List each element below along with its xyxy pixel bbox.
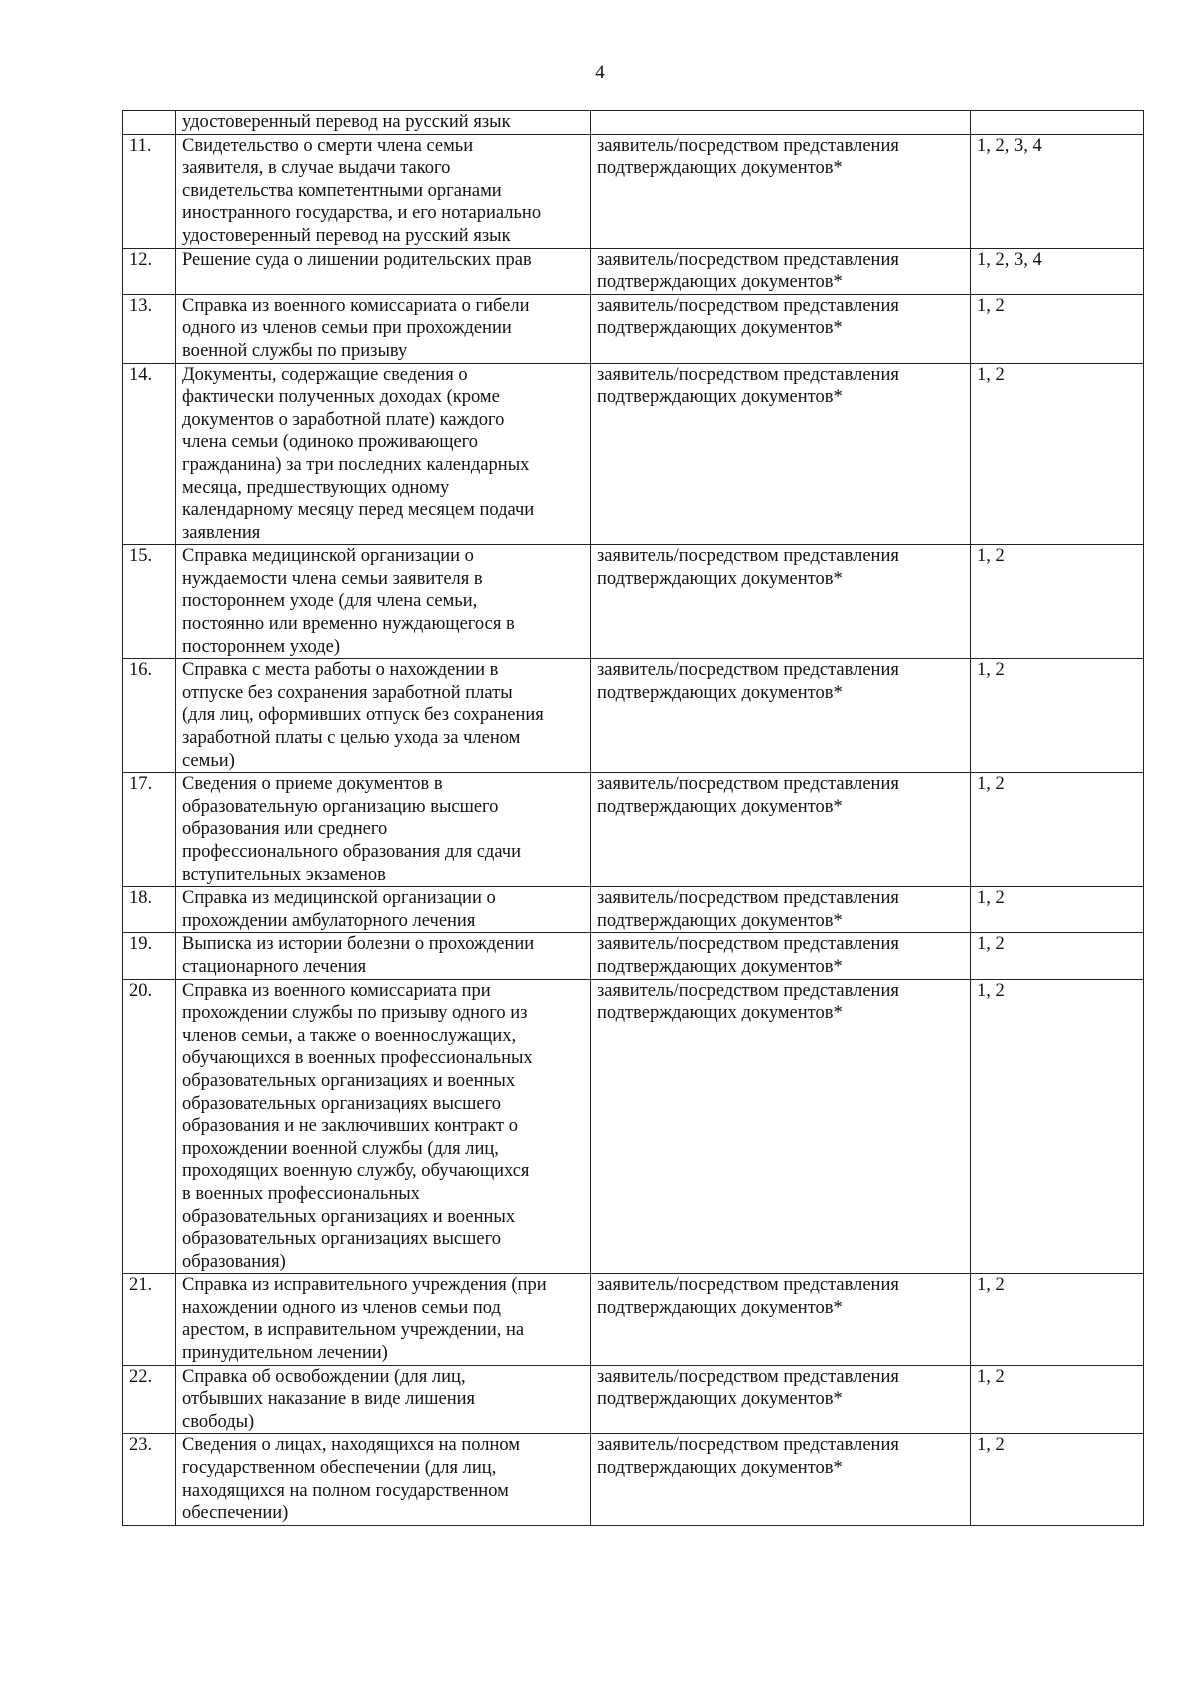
row-number: 13. (123, 294, 176, 363)
table-row (123, 545, 1144, 659)
document-source: заявитель/посредством представления подтверждающих документов* (591, 773, 971, 887)
document-source: заявитель/посредством представления подтверждающих документов* (591, 294, 971, 363)
table-row (123, 979, 1144, 1274)
table-row (123, 773, 1144, 887)
row-number: 19. (123, 933, 176, 979)
document-categories: 1, 2 (971, 1365, 1144, 1434)
document-name: Справка об освобождении (для лиц, отбывших наказание в виде лишения свободы) (176, 1365, 591, 1434)
document-name: Выписка из истории болезни о прохождении стационарного лечения (176, 933, 591, 979)
document-categories: 1, 2 (971, 545, 1144, 659)
row-number: 16. (123, 659, 176, 773)
document-source: заявитель/посредством представления подтверждающих документов* (591, 545, 971, 659)
documents-table (122, 110, 1144, 1526)
table-row (123, 294, 1144, 363)
document-source: заявитель/посредством представления подтверждающих документов* (591, 134, 971, 248)
table-row (123, 1274, 1144, 1365)
document-categories: 1, 2 (971, 773, 1144, 887)
row-number: 18. (123, 887, 176, 933)
row-number: 12. (123, 248, 176, 294)
document-name: Справка медицинской организации о нуждаемости члена семьи заявителя в постороннем уходе (для члена семьи, постоянно или временно нуждающегося в постороннем уходе) (176, 545, 591, 659)
document-name: Справка из исправительного учреждения (при нахождении одного из членов семьи под арестом, в исправительном учреждении, на принудительном лечении) (176, 1274, 591, 1365)
document-categories: 1, 2, 3, 4 (971, 248, 1144, 294)
table-row (123, 933, 1144, 979)
table-row (123, 248, 1144, 294)
row-number: 15. (123, 545, 176, 659)
row-number: 11. (123, 134, 176, 248)
document-source: заявитель/посредством представления подтверждающих документов* (591, 1434, 971, 1525)
document-source: заявитель/посредством представления подтверждающих документов* (591, 659, 971, 773)
document-name: Документы, содержащие сведения о фактически полученных доходах (кроме документов о заработной плате) каждого члена семьи (одиноко проживающего гражданина) за три последних календарных месяца, предшествующих одному календарному месяцу перед месяцем подачи заявления (176, 363, 591, 545)
document-categories: 1, 2 (971, 979, 1144, 1274)
document-name: Справка из военного комиссариата о гибели одного из членов семьи при прохождении военной службы по призыву (176, 294, 591, 363)
row-number: 14. (123, 363, 176, 545)
documents-table-body (123, 111, 1144, 1526)
row-number: 21. (123, 1274, 176, 1365)
table-row (123, 1434, 1144, 1525)
document-name: Свидетельство о смерти члена семьи заявителя, в случае выдачи такого свидетельства компетентными органами иностранного государства, и его нотариально удостоверенный перевод на русский язык (176, 134, 591, 248)
document-categories: 1, 2 (971, 1434, 1144, 1525)
document-categories (971, 111, 1144, 135)
row-number: 20. (123, 979, 176, 1274)
document-categories: 1, 2 (971, 1274, 1144, 1365)
document-source: заявитель/посредством представления подтверждающих документов* (591, 248, 971, 294)
page-number: 4 (595, 62, 605, 83)
document-source: заявитель/посредством представления подтверждающих документов* (591, 1274, 971, 1365)
document-source: заявитель/посредством представления подтверждающих документов* (591, 363, 971, 545)
document-name: Справка из военного комиссариата при прохождении службы по призыву одного из членов семьи, а также о военнослужащих, обучающихся в военных профессиональных образовательных организациях и военных образовательных организациях высшего образования и не заключивших контракт о прохождении военной службы (для лиц, проходящих военную службу, обучающихся в военных профессиональных образовательных организациях и военных образовательных организациях высшего образования) (176, 979, 591, 1274)
document-source (591, 111, 971, 135)
table-row (123, 134, 1144, 248)
row-number: 22. (123, 1365, 176, 1434)
table-row (123, 363, 1144, 545)
document-name: Сведения о лицах, находящихся на полном государственном обеспечении (для лиц, находящихся на полном государственном обеспечении) (176, 1434, 591, 1525)
table-row (123, 111, 1144, 135)
table-row (123, 659, 1144, 773)
row-number: 17. (123, 773, 176, 887)
document-categories: 1, 2 (971, 363, 1144, 545)
document-categories: 1, 2 (971, 659, 1144, 773)
row-number (123, 111, 176, 135)
document-source: заявитель/посредством представления подтверждающих документов* (591, 1365, 971, 1434)
document-source: заявитель/посредством представления подтверждающих документов* (591, 933, 971, 979)
document-source: заявитель/посредством представления подтверждающих документов* (591, 979, 971, 1274)
document-categories: 1, 2, 3, 4 (971, 134, 1144, 248)
document-name: Сведения о приеме документов в образовательную организацию высшего образования или среднего профессионального образования для сдачи вступительных экзаменов (176, 773, 591, 887)
row-number: 23. (123, 1434, 176, 1525)
document-name: Решение суда о лишении родительских прав (176, 248, 591, 294)
document-name: Справка из медицинской организации о прохождении амбулаторного лечения (176, 887, 591, 933)
document-categories: 1, 2 (971, 294, 1144, 363)
document-name: удостоверенный перевод на русский язык (176, 111, 591, 135)
table-row (123, 1365, 1144, 1434)
table-row (123, 887, 1144, 933)
document-categories: 1, 2 (971, 933, 1144, 979)
document-name: Справка с места работы о нахождении в отпуске без сохранения заработной платы (для лиц, оформивших отпуск без сохранения заработной платы с целью ухода за членом семьи) (176, 659, 591, 773)
document-categories: 1, 2 (971, 887, 1144, 933)
document-source: заявитель/посредством представления подтверждающих документов* (591, 887, 971, 933)
